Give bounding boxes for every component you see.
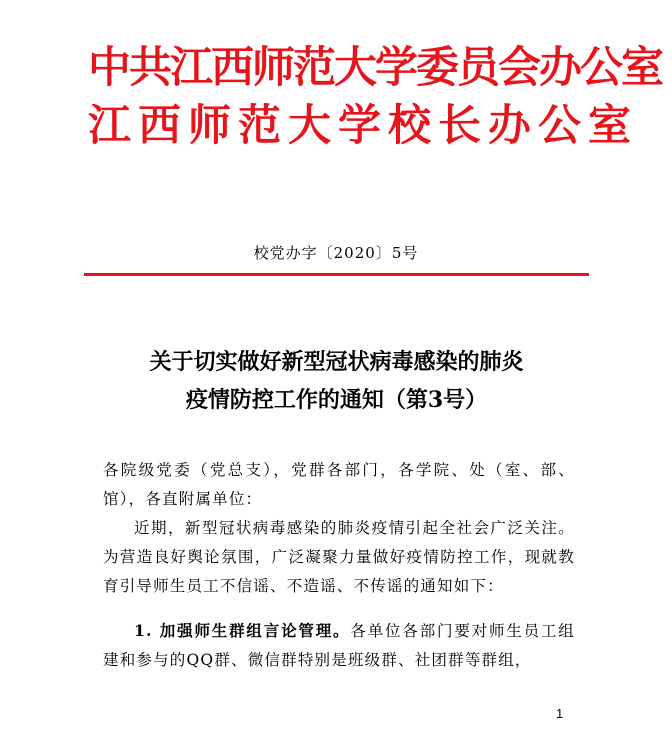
numbered-item-text: 各单位各部门要对师生员工组建和参与的QQ群、微信群特别是班级群、社团群等群组， (103, 622, 575, 669)
issuing-office-president: 江西师范大学校长办公室 (88, 101, 638, 151)
numbered-item (103, 616, 575, 675)
page-number: 1 (556, 706, 564, 721)
document-title-line-1: 关于切实做好新型冠状病毒感染的肺炎 (149, 349, 524, 375)
header-divider (84, 273, 589, 276)
document-title-line-2: 疫情防控工作的通知（第3号） (185, 387, 488, 413)
numbered-item-heading: 1. 加强师生群组言论管理。 (134, 621, 351, 640)
body-paragraph: 近期，新型冠状病毒感染的肺炎疫情引起全社会广泛关注。为营造良好舆论氛围，广泛凝聚力量做好疫情防控工作，现就教育引导师生员工不信谣、不造谣、不传谣的通知如下： (103, 519, 575, 595)
salutation: 各院级党委（党总支），党群各部门，各学院、处（室、部、馆），各直附属单位： (103, 461, 575, 508)
issuing-office-party-committee: 中共江西师范大学委员会办公室 (88, 43, 662, 93)
document-number: 校党办字〔2020〕5号 (253, 244, 419, 262)
